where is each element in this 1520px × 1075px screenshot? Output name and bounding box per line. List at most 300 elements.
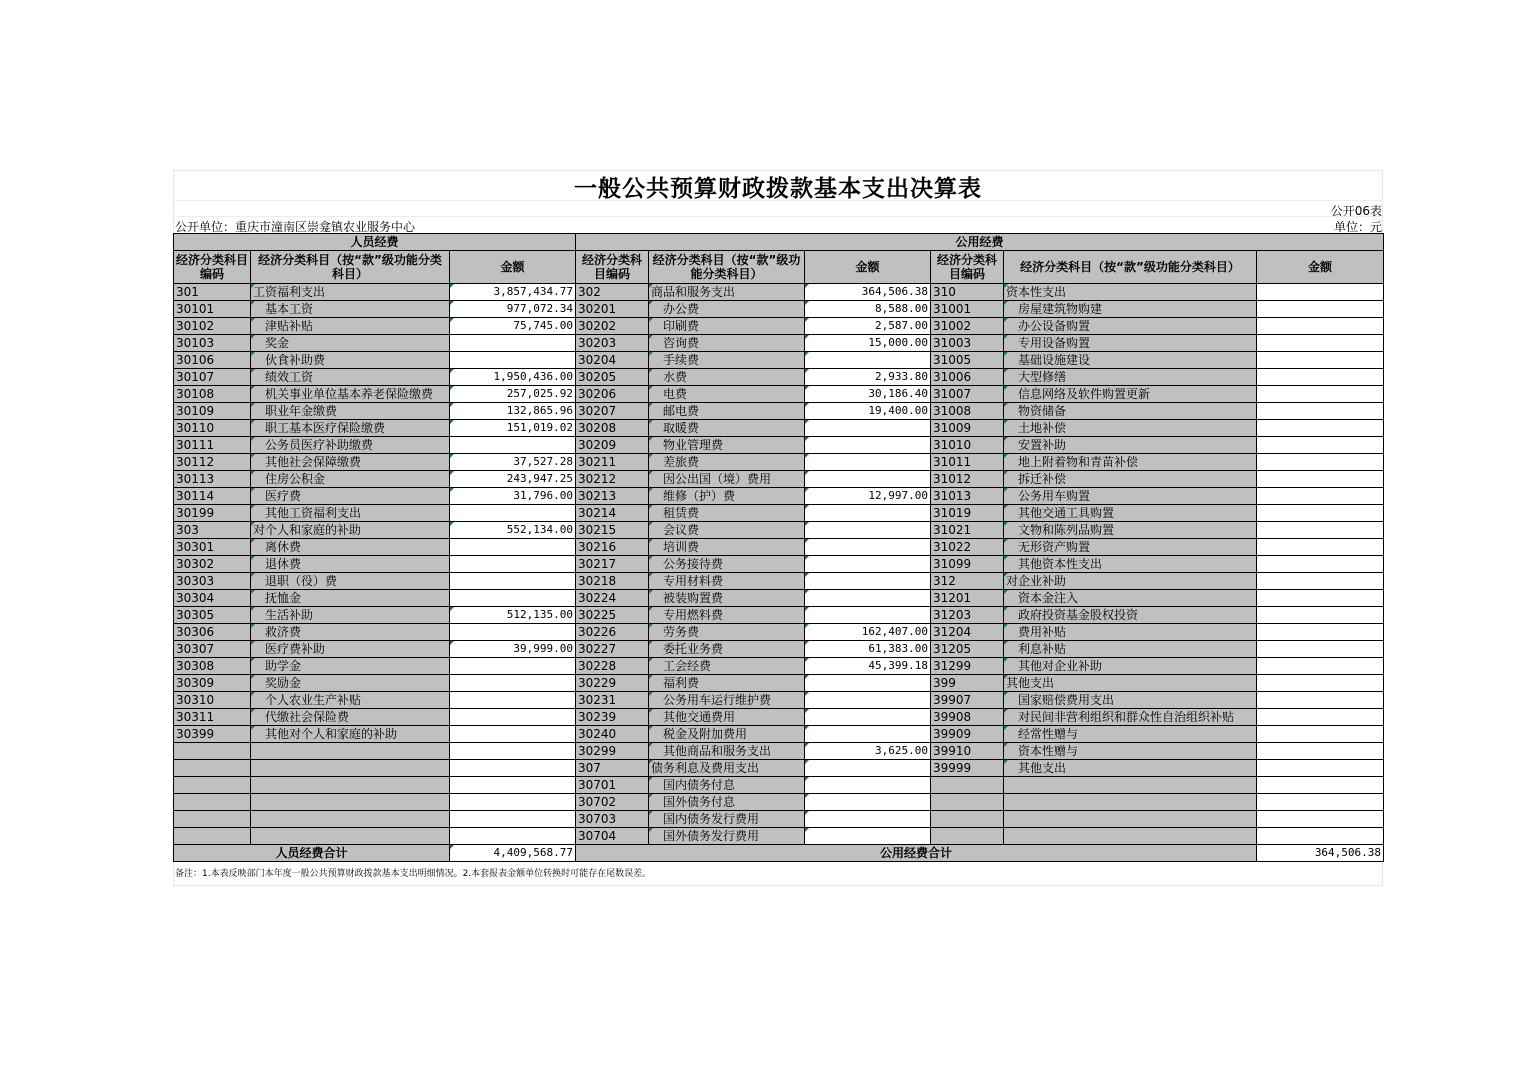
table-row <box>174 471 1384 488</box>
code-cell: 30240 <box>576 726 649 743</box>
name-cell: 职业年金缴费 <box>251 403 450 420</box>
code-cell: 30112 <box>174 454 251 471</box>
name-cell: 物资储备 <box>1004 403 1257 420</box>
name-cell: 手续费 <box>649 352 805 369</box>
name-cell: 培训费 <box>649 539 805 556</box>
code-cell: 30201 <box>576 301 649 318</box>
name-cell <box>251 828 450 845</box>
amount-cell <box>1257 539 1384 556</box>
code-cell: 307 <box>576 760 649 777</box>
name-cell: 救济费 <box>251 624 450 641</box>
name-cell: 伙食补助费 <box>251 352 450 369</box>
amount-cell: 8,588.00 <box>805 301 931 318</box>
amount-cell <box>450 335 576 352</box>
currency-unit: 单位：元 <box>1333 220 1382 234</box>
table-row <box>174 658 1384 675</box>
code-cell <box>174 777 251 794</box>
amount-cell <box>805 777 931 794</box>
table-row <box>174 624 1384 641</box>
code-cell: 30213 <box>576 488 649 505</box>
amount-cell <box>1257 828 1384 845</box>
code-cell: 303 <box>174 522 251 539</box>
amount-cell: 12,997.00 <box>805 488 931 505</box>
code-cell <box>931 828 1004 845</box>
amount-cell <box>450 709 576 726</box>
code-cell: 30299 <box>576 743 649 760</box>
name-cell: 住房公积金 <box>251 471 450 488</box>
code-cell: 30303 <box>174 573 251 590</box>
code-cell: 31203 <box>931 607 1004 624</box>
table-row <box>174 335 1384 352</box>
amount-cell <box>450 726 576 743</box>
amount-cell <box>1257 471 1384 488</box>
table-row <box>174 556 1384 573</box>
name-cell <box>1004 794 1257 811</box>
amount-cell: 3,625.00 <box>805 743 931 760</box>
name-cell: 抚恤金 <box>251 590 450 607</box>
name-cell: 基本工资 <box>251 301 450 318</box>
amount-cell <box>450 794 576 811</box>
amount-cell <box>450 539 576 556</box>
name-cell: 退职（役）费 <box>251 573 450 590</box>
name-cell: 被装购置费 <box>649 590 805 607</box>
name-cell: 物业管理费 <box>649 437 805 454</box>
name-cell: 其他交通工具购置 <box>1004 505 1257 522</box>
code-cell: 30203 <box>576 335 649 352</box>
name-cell: 电费 <box>649 386 805 403</box>
amount-cell <box>805 539 931 556</box>
amount-cell <box>1257 437 1384 454</box>
public-total-label: 公用经费合计 <box>576 845 1257 862</box>
table-row <box>174 318 1384 335</box>
name-cell: 基础设施建设 <box>1004 352 1257 369</box>
name-cell: 代缴社会保险费 <box>251 709 450 726</box>
amount-cell <box>805 828 931 845</box>
code-cell: 312 <box>931 573 1004 590</box>
code-cell: 30114 <box>174 488 251 505</box>
amount-cell <box>1257 743 1384 760</box>
name-cell: 离休费 <box>251 539 450 556</box>
code-cell: 310 <box>931 284 1004 301</box>
amount-cell: 2,587.00 <box>805 318 931 335</box>
column-header-amount: 金额 <box>805 251 931 284</box>
name-cell: 生活补助 <box>251 607 450 624</box>
table-row <box>174 709 1384 726</box>
amount-cell <box>805 692 931 709</box>
name-cell: 咨询费 <box>649 335 805 352</box>
name-cell: 工资福利支出 <box>251 284 450 301</box>
column-header-name: 经济分类科目（按“款”级功能分类科目） <box>251 251 450 284</box>
code-cell: 30214 <box>576 505 649 522</box>
amount-cell <box>1257 777 1384 794</box>
amount-cell <box>450 743 576 760</box>
name-cell: 无形资产购置 <box>1004 539 1257 556</box>
name-cell <box>1004 828 1257 845</box>
table-row <box>174 420 1384 437</box>
name-cell: 奖励金 <box>251 675 450 692</box>
table-row <box>174 369 1384 386</box>
name-cell <box>251 743 450 760</box>
table-row <box>174 454 1384 471</box>
amount-cell <box>1257 675 1384 692</box>
name-cell: 医疗费 <box>251 488 450 505</box>
amount-cell <box>805 726 931 743</box>
code-cell: 31012 <box>931 471 1004 488</box>
name-cell: 公务用车运行维护费 <box>649 692 805 709</box>
amount-cell <box>805 437 931 454</box>
name-cell: 国外债务发行费用 <box>649 828 805 845</box>
name-cell: 对民间非营利组织和群众性自治组织补贴 <box>1004 709 1257 726</box>
table-row <box>174 403 1384 420</box>
amount-cell: 75,745.00 <box>450 318 576 335</box>
amount-cell: 552,134.00 <box>450 522 576 539</box>
amount-cell <box>1257 403 1384 420</box>
name-cell: 印刷费 <box>649 318 805 335</box>
table-row <box>174 386 1384 403</box>
personnel-total-value: 4,409,568.77 <box>450 845 576 862</box>
amount-cell <box>1257 488 1384 505</box>
amount-cell <box>1257 726 1384 743</box>
public-total-value: 364,506.38 <box>1257 845 1384 862</box>
amount-cell <box>1257 369 1384 386</box>
table-row <box>174 760 1384 777</box>
name-cell: 债务利息及费用支出 <box>649 760 805 777</box>
amount-cell <box>450 811 576 828</box>
table-row <box>174 675 1384 692</box>
name-cell <box>251 760 450 777</box>
code-cell: 301 <box>174 284 251 301</box>
amount-cell: 31,796.00 <box>450 488 576 505</box>
personnel-total-label: 人员经费合计 <box>174 845 450 862</box>
code-cell: 30307 <box>174 641 251 658</box>
name-cell: 工会经费 <box>649 658 805 675</box>
name-cell: 房屋建筑物购建 <box>1004 301 1257 318</box>
amount-cell <box>1257 335 1384 352</box>
code-cell: 30206 <box>576 386 649 403</box>
code-cell <box>931 777 1004 794</box>
code-cell: 30308 <box>174 658 251 675</box>
amount-cell <box>805 760 931 777</box>
code-cell: 30310 <box>174 692 251 709</box>
amount-cell <box>450 658 576 675</box>
amount-cell <box>1257 709 1384 726</box>
code-cell: 30231 <box>576 692 649 709</box>
code-cell: 30113 <box>174 471 251 488</box>
amount-cell <box>805 590 931 607</box>
column-header-code: 经济分类科目编码 <box>931 251 1004 284</box>
code-cell: 31001 <box>931 301 1004 318</box>
code-cell: 30207 <box>576 403 649 420</box>
name-cell <box>1004 811 1257 828</box>
amount-cell: 132,865.96 <box>450 403 576 420</box>
name-cell: 机关事业单位基本养老保险缴费 <box>251 386 450 403</box>
name-cell: 助学金 <box>251 658 450 675</box>
name-cell: 个人农业生产补贴 <box>251 692 450 709</box>
code-cell: 31299 <box>931 658 1004 675</box>
code-cell: 30229 <box>576 675 649 692</box>
name-cell: 国内债务发行费用 <box>649 811 805 828</box>
table-row <box>174 437 1384 454</box>
code-cell: 31005 <box>931 352 1004 369</box>
table-row <box>174 641 1384 658</box>
amount-cell: 37,527.28 <box>450 454 576 471</box>
code-cell <box>174 828 251 845</box>
code-cell: 30218 <box>576 573 649 590</box>
code-cell: 39910 <box>931 743 1004 760</box>
code-cell: 30226 <box>576 624 649 641</box>
code-cell: 30211 <box>576 454 649 471</box>
name-cell: 资本性支出 <box>1004 284 1257 301</box>
column-header-code: 经济分类科目编码 <box>174 251 251 284</box>
table-row <box>174 573 1384 590</box>
code-cell: 30110 <box>174 420 251 437</box>
amount-cell <box>1257 454 1384 471</box>
code-cell: 30102 <box>174 318 251 335</box>
name-cell: 大型修缮 <box>1004 369 1257 386</box>
amount-cell <box>450 777 576 794</box>
name-cell: 文物和陈列品购置 <box>1004 522 1257 539</box>
amount-cell <box>1257 641 1384 658</box>
code-cell: 30224 <box>576 590 649 607</box>
amount-cell <box>805 709 931 726</box>
code-cell: 30301 <box>174 539 251 556</box>
amount-cell <box>1257 658 1384 675</box>
name-cell: 经常性赠与 <box>1004 726 1257 743</box>
amount-cell <box>450 828 576 845</box>
name-cell: 奖金 <box>251 335 450 352</box>
name-cell: 公务接待费 <box>649 556 805 573</box>
page-title: 一般公共预算财政拨款基本支出决算表 <box>574 175 982 202</box>
name-cell: 办公费 <box>649 301 805 318</box>
name-cell: 资本金注入 <box>1004 590 1257 607</box>
table-row <box>174 284 1384 301</box>
code-cell: 30701 <box>576 777 649 794</box>
code-cell: 399 <box>931 675 1004 692</box>
amount-cell <box>1257 556 1384 573</box>
code-cell: 30202 <box>576 318 649 335</box>
table-row <box>174 777 1384 794</box>
code-cell: 30107 <box>174 369 251 386</box>
name-cell: 政府投资基金股权投资 <box>1004 607 1257 624</box>
name-cell: 土地补偿 <box>1004 420 1257 437</box>
totals-row <box>174 845 1384 862</box>
name-cell: 邮电费 <box>649 403 805 420</box>
amount-cell <box>1257 811 1384 828</box>
code-cell: 30302 <box>174 556 251 573</box>
code-cell: 31022 <box>931 539 1004 556</box>
name-cell: 资本性赠与 <box>1004 743 1257 760</box>
amount-cell <box>450 437 576 454</box>
amount-cell <box>450 692 576 709</box>
amount-cell <box>1257 522 1384 539</box>
code-cell: 31002 <box>931 318 1004 335</box>
name-cell: 对个人和家庭的补助 <box>251 522 450 539</box>
amount-cell <box>450 675 576 692</box>
code-cell: 31008 <box>931 403 1004 420</box>
name-cell: 公务员医疗补助缴费 <box>251 437 450 454</box>
amount-cell: 243,947.25 <box>450 471 576 488</box>
code-cell <box>931 811 1004 828</box>
group-header-personnel: 人员经费 <box>174 234 576 251</box>
name-cell <box>251 794 450 811</box>
code-cell: 39907 <box>931 692 1004 709</box>
name-cell: 信息网络及软件购置更新 <box>1004 386 1257 403</box>
amount-cell <box>805 471 931 488</box>
amount-cell <box>1257 284 1384 301</box>
table-body <box>174 284 1384 845</box>
amount-cell <box>1257 624 1384 641</box>
name-cell: 商品和服务支出 <box>649 284 805 301</box>
code-cell <box>931 794 1004 811</box>
amount-cell <box>1257 573 1384 590</box>
amount-cell <box>805 811 931 828</box>
amount-cell <box>450 556 576 573</box>
code-cell: 30311 <box>174 709 251 726</box>
name-cell: 绩效工资 <box>251 369 450 386</box>
code-cell: 31010 <box>931 437 1004 454</box>
code-cell <box>174 743 251 760</box>
column-header-name: 经济分类科目（按“款”级功能分类科目） <box>1004 251 1257 284</box>
amount-cell: 15,000.00 <box>805 335 931 352</box>
name-cell: 津贴补贴 <box>251 318 450 335</box>
form-code: 公开06表 <box>1330 204 1382 218</box>
table-row <box>174 726 1384 743</box>
code-cell: 30704 <box>576 828 649 845</box>
amount-cell <box>805 675 931 692</box>
code-cell: 30199 <box>174 505 251 522</box>
name-cell: 差旅费 <box>649 454 805 471</box>
amount-cell <box>805 573 931 590</box>
code-cell: 30216 <box>576 539 649 556</box>
name-cell: 职工基本医疗保险缴费 <box>251 420 450 437</box>
code-cell: 30208 <box>576 420 649 437</box>
code-cell: 39908 <box>931 709 1004 726</box>
amount-cell <box>1257 386 1384 403</box>
name-cell: 对企业补助 <box>1004 573 1257 590</box>
code-cell: 30227 <box>576 641 649 658</box>
name-cell: 国家赔偿费用支出 <box>1004 692 1257 709</box>
code-cell: 39909 <box>931 726 1004 743</box>
amount-cell: 512,135.00 <box>450 607 576 624</box>
name-cell: 拆迁补偿 <box>1004 471 1257 488</box>
name-cell: 其他社会保障缴费 <box>251 454 450 471</box>
table-row <box>174 811 1384 828</box>
code-cell: 30108 <box>174 386 251 403</box>
amount-cell <box>450 624 576 641</box>
amount-cell: 61,383.00 <box>805 641 931 658</box>
amount-cell: 257,025.92 <box>450 386 576 403</box>
code-cell: 31007 <box>931 386 1004 403</box>
name-cell: 其他工资福利支出 <box>251 505 450 522</box>
amount-cell <box>450 352 576 369</box>
code-cell: 31201 <box>931 590 1004 607</box>
amount-cell: 39,999.00 <box>450 641 576 658</box>
amount-cell <box>450 505 576 522</box>
amount-cell <box>450 590 576 607</box>
code-cell: 30212 <box>576 471 649 488</box>
name-cell <box>251 811 450 828</box>
code-cell: 30399 <box>174 726 251 743</box>
amount-cell: 30,186.40 <box>805 386 931 403</box>
code-cell: 30304 <box>174 590 251 607</box>
amount-cell <box>805 352 931 369</box>
code-cell: 30101 <box>174 301 251 318</box>
amount-cell <box>1257 318 1384 335</box>
code-cell: 31099 <box>931 556 1004 573</box>
name-cell: 费用补贴 <box>1004 624 1257 641</box>
amount-cell: 977,072.34 <box>450 301 576 318</box>
table-row <box>174 505 1384 522</box>
code-cell: 31021 <box>931 522 1004 539</box>
name-cell: 水费 <box>649 369 805 386</box>
code-cell: 31006 <box>931 369 1004 386</box>
table-row <box>174 607 1384 624</box>
amount-cell <box>805 454 931 471</box>
code-cell: 30306 <box>174 624 251 641</box>
code-cell: 30106 <box>174 352 251 369</box>
name-cell: 会议费 <box>649 522 805 539</box>
table-row <box>174 743 1384 760</box>
amount-cell <box>1257 607 1384 624</box>
name-cell: 国内债务付息 <box>649 777 805 794</box>
column-header-amount: 金额 <box>450 251 576 284</box>
code-cell: 30239 <box>576 709 649 726</box>
code-cell: 31013 <box>931 488 1004 505</box>
code-cell: 30111 <box>174 437 251 454</box>
amount-cell: 162,407.00 <box>805 624 931 641</box>
name-cell <box>1004 777 1257 794</box>
amount-cell <box>450 573 576 590</box>
name-cell: 专用燃料费 <box>649 607 805 624</box>
name-cell: 其他支出 <box>1004 760 1257 777</box>
table-row <box>174 692 1384 709</box>
code-cell: 31003 <box>931 335 1004 352</box>
amount-cell: 2,933.80 <box>805 369 931 386</box>
amount-cell <box>1257 590 1384 607</box>
amount-cell <box>805 607 931 624</box>
code-cell: 30217 <box>576 556 649 573</box>
code-cell: 31205 <box>931 641 1004 658</box>
name-cell: 专用设备购置 <box>1004 335 1257 352</box>
column-header-code: 经济分类科目编码 <box>576 251 649 284</box>
amount-cell <box>450 760 576 777</box>
amount-cell: 1,950,436.00 <box>450 369 576 386</box>
amount-cell <box>1257 420 1384 437</box>
code-cell: 30703 <box>576 811 649 828</box>
amount-cell <box>805 794 931 811</box>
amount-cell: 19,400.00 <box>805 403 931 420</box>
amount-cell <box>1257 352 1384 369</box>
amount-cell: 151,019.02 <box>450 420 576 437</box>
name-cell: 医疗费补助 <box>251 641 450 658</box>
name-cell: 公务用车购置 <box>1004 488 1257 505</box>
amount-cell <box>805 420 931 437</box>
name-cell: 安置补助 <box>1004 437 1257 454</box>
name-cell: 委托业务费 <box>649 641 805 658</box>
code-cell: 30103 <box>174 335 251 352</box>
name-cell: 因公出国（境）费用 <box>649 471 805 488</box>
expenditure-table <box>173 233 1384 862</box>
column-header-name: 经济分类科目（按“款”级功能分类科目） <box>649 251 805 284</box>
amount-cell <box>805 522 931 539</box>
table-row <box>174 522 1384 539</box>
code-cell: 30309 <box>174 675 251 692</box>
name-cell: 利息补贴 <box>1004 641 1257 658</box>
name-cell: 其他对企业补助 <box>1004 658 1257 675</box>
table-row <box>174 539 1384 556</box>
table-row <box>174 828 1384 845</box>
code-cell: 30305 <box>174 607 251 624</box>
